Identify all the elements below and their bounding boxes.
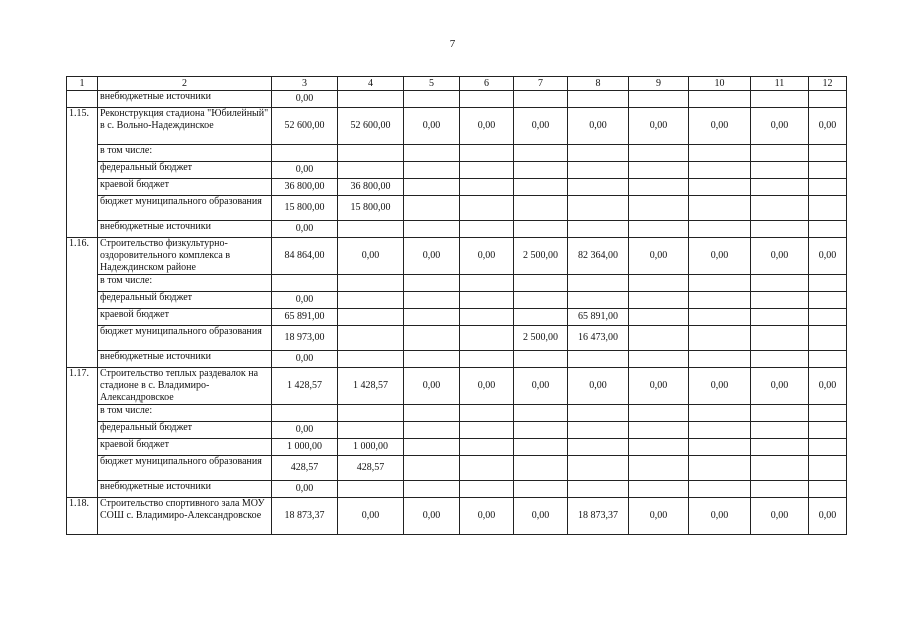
amount-cell: [404, 422, 460, 439]
amount-cell: [404, 221, 460, 238]
amount-cell: [751, 326, 809, 351]
table-row-funding-source: [67, 179, 847, 196]
amount-cell: 0,00: [460, 238, 514, 275]
amount-cell: [751, 351, 809, 368]
amount-cell: 82 364,00: [568, 238, 629, 275]
amount-cell: 1 428,57: [272, 368, 338, 405]
funding-source-name: внебюджетные источники: [98, 351, 272, 368]
amount-cell: 0,00: [272, 422, 338, 439]
amount-cell: [629, 275, 689, 292]
amount-cell: [568, 439, 629, 456]
amount-cell: 65 891,00: [568, 309, 629, 326]
amount-cell: [629, 309, 689, 326]
funding-source-name: в том числе:: [98, 275, 272, 292]
amount-cell: [568, 275, 629, 292]
amount-cell: [460, 439, 514, 456]
amount-cell: [460, 145, 514, 162]
column-header: 7: [514, 77, 568, 91]
amount-cell: [272, 405, 338, 422]
amount-cell: [460, 179, 514, 196]
column-header: 1: [67, 77, 98, 91]
amount-cell: [568, 292, 629, 309]
column-header: 6: [460, 77, 514, 91]
funding-source-name: краевой бюджет: [98, 439, 272, 456]
amount-cell: 1 000,00: [338, 439, 404, 456]
amount-cell: [404, 326, 460, 351]
amount-cell: 0,00: [689, 498, 751, 535]
amount-cell: [338, 275, 404, 292]
table-row-program-item: [67, 108, 847, 145]
amount-cell: 0,00: [272, 292, 338, 309]
amount-cell: [404, 145, 460, 162]
amount-cell: [460, 326, 514, 351]
table-row-funding-source: [67, 481, 847, 498]
page-number: 7: [449, 38, 456, 50]
amount-cell: 0,00: [629, 368, 689, 405]
amount-cell: [338, 422, 404, 439]
amount-cell: [689, 481, 751, 498]
amount-cell: [689, 196, 751, 221]
amount-cell: [460, 481, 514, 498]
amount-cell: [689, 456, 751, 481]
amount-cell: 18 973,00: [272, 326, 338, 351]
amount-cell: [338, 481, 404, 498]
amount-cell: [514, 456, 568, 481]
amount-cell: [751, 275, 809, 292]
amount-cell: [629, 91, 689, 108]
column-header: 4: [338, 77, 404, 91]
amount-cell: [809, 275, 847, 292]
amount-cell: [514, 162, 568, 179]
amount-cell: 84 864,00: [272, 238, 338, 275]
column-header-row: [67, 77, 847, 91]
amount-cell: [809, 221, 847, 238]
amount-cell: [404, 91, 460, 108]
amount-cell: [404, 162, 460, 179]
amount-cell: [514, 422, 568, 439]
amount-cell: [689, 351, 751, 368]
amount-cell: 428,57: [338, 456, 404, 481]
table-row-funding-source: [67, 162, 847, 179]
amount-cell: 36 800,00: [272, 179, 338, 196]
table-row-funding-source: [67, 405, 847, 422]
table-row-funding-source: [67, 292, 847, 309]
amount-cell: [338, 162, 404, 179]
amount-cell: [629, 162, 689, 179]
amount-cell: [514, 405, 568, 422]
amount-cell: 0,00: [404, 498, 460, 535]
amount-cell: [629, 326, 689, 351]
amount-cell: [514, 309, 568, 326]
table-row-funding-source: [67, 351, 847, 368]
amount-cell: [514, 196, 568, 221]
amount-cell: [568, 481, 629, 498]
amount-cell: [460, 275, 514, 292]
funding-source-name: федеральный бюджет: [98, 162, 272, 179]
amount-cell: [629, 351, 689, 368]
amount-cell: 0,00: [514, 368, 568, 405]
amount-cell: [751, 179, 809, 196]
funding-source-name: бюджет муниципального образования: [98, 456, 272, 481]
amount-cell: 0,00: [689, 238, 751, 275]
amount-cell: [568, 162, 629, 179]
amount-cell: [568, 196, 629, 221]
item-number: 1.15.: [67, 108, 98, 238]
table-row-funding-source: [67, 196, 847, 221]
amount-cell: [689, 162, 751, 179]
amount-cell: [689, 145, 751, 162]
table-row-funding-source: [67, 145, 847, 162]
amount-cell: [629, 292, 689, 309]
amount-cell: [751, 292, 809, 309]
amount-cell: [568, 221, 629, 238]
item-number: 1.17.: [67, 368, 98, 498]
amount-cell: 15 800,00: [338, 196, 404, 221]
amount-cell: [338, 351, 404, 368]
amount-cell: 0,00: [809, 498, 847, 535]
amount-cell: 0,00: [404, 238, 460, 275]
item-number: 1.18.: [67, 498, 98, 535]
amount-cell: [460, 456, 514, 481]
amount-cell: 0,00: [338, 238, 404, 275]
amount-cell: [514, 145, 568, 162]
amount-cell: [689, 422, 751, 439]
amount-cell: [404, 351, 460, 368]
amount-cell: 1 000,00: [272, 439, 338, 456]
amount-cell: [460, 196, 514, 221]
amount-cell: [514, 179, 568, 196]
amount-cell: 0,00: [568, 368, 629, 405]
item-name: Строительство физкультурно-оздоровительного комплекса в Надеждинском районе: [98, 238, 272, 275]
amount-cell: [460, 91, 514, 108]
budget-table: [66, 76, 847, 535]
funding-source-name: краевой бюджет: [98, 179, 272, 196]
table-row-program-item: [67, 498, 847, 535]
amount-cell: [689, 439, 751, 456]
table-body: [67, 91, 847, 535]
amount-cell: [629, 456, 689, 481]
column-header: 11: [751, 77, 809, 91]
amount-cell: [338, 309, 404, 326]
amount-cell: 0,00: [689, 368, 751, 405]
table-row-funding-source: [67, 221, 847, 238]
amount-cell: [689, 405, 751, 422]
amount-cell: [751, 196, 809, 221]
amount-cell: [809, 351, 847, 368]
funding-source-name: внебюджетные источники: [98, 481, 272, 498]
amount-cell: 0,00: [751, 498, 809, 535]
amount-cell: [629, 405, 689, 422]
amount-cell: 36 800,00: [338, 179, 404, 196]
amount-cell: [689, 179, 751, 196]
amount-cell: [568, 456, 629, 481]
amount-cell: [514, 221, 568, 238]
amount-cell: [809, 145, 847, 162]
amount-cell: [809, 326, 847, 351]
amount-cell: [751, 481, 809, 498]
amount-cell: [568, 179, 629, 196]
amount-cell: [460, 405, 514, 422]
column-header: 3: [272, 77, 338, 91]
amount-cell: [629, 439, 689, 456]
amount-cell: [338, 145, 404, 162]
column-header: 8: [568, 77, 629, 91]
amount-cell: 0,00: [629, 238, 689, 275]
table-row-funding-source: [67, 309, 847, 326]
amount-cell: [460, 162, 514, 179]
funding-source-name: федеральный бюджет: [98, 422, 272, 439]
amount-cell: [629, 179, 689, 196]
amount-cell: 0,00: [272, 162, 338, 179]
amount-cell: [338, 221, 404, 238]
amount-cell: 0,00: [272, 351, 338, 368]
amount-cell: [629, 422, 689, 439]
amount-cell: [629, 481, 689, 498]
amount-cell: 65 891,00: [272, 309, 338, 326]
amount-cell: [751, 91, 809, 108]
amount-cell: [460, 292, 514, 309]
amount-cell: 2 500,00: [514, 238, 568, 275]
funding-source-name: федеральный бюджет: [98, 292, 272, 309]
table-row-funding-source: [67, 456, 847, 481]
amount-cell: 0,00: [751, 238, 809, 275]
amount-cell: 0,00: [809, 108, 847, 145]
amount-cell: [404, 292, 460, 309]
amount-cell: [751, 145, 809, 162]
amount-cell: [338, 91, 404, 108]
amount-cell: [629, 221, 689, 238]
amount-cell: [689, 309, 751, 326]
amount-cell: 52 600,00: [272, 108, 338, 145]
amount-cell: [338, 292, 404, 309]
amount-cell: 0,00: [629, 498, 689, 535]
amount-cell: 0,00: [514, 108, 568, 145]
amount-cell: [404, 439, 460, 456]
funding-source-name: краевой бюджет: [98, 309, 272, 326]
amount-cell: [751, 439, 809, 456]
amount-cell: [404, 481, 460, 498]
amount-cell: [404, 309, 460, 326]
amount-cell: [629, 196, 689, 221]
amount-cell: [404, 456, 460, 481]
amount-cell: 0,00: [460, 368, 514, 405]
amount-cell: [751, 162, 809, 179]
amount-cell: [338, 405, 404, 422]
table-row-program-item: [67, 368, 847, 405]
amount-cell: [338, 326, 404, 351]
column-header: 10: [689, 77, 751, 91]
item-name: Реконструкция стадиона "Юбилейный" в с. Вольно-Надеждинское: [98, 108, 272, 145]
column-header: 5: [404, 77, 460, 91]
amount-cell: [568, 91, 629, 108]
amount-cell: [514, 481, 568, 498]
funding-source-name: в том числе:: [98, 405, 272, 422]
column-header: 2: [98, 77, 272, 91]
amount-cell: [689, 91, 751, 108]
amount-cell: [809, 481, 847, 498]
amount-cell: [514, 292, 568, 309]
amount-cell: [514, 439, 568, 456]
amount-cell: [460, 422, 514, 439]
amount-cell: [751, 221, 809, 238]
amount-cell: [809, 422, 847, 439]
amount-cell: [514, 91, 568, 108]
funding-source-name: внебюджетные источники: [98, 91, 272, 108]
amount-cell: [751, 456, 809, 481]
amount-cell: 18 873,37: [272, 498, 338, 535]
amount-cell: [460, 221, 514, 238]
amount-cell: [272, 145, 338, 162]
amount-cell: 0,00: [338, 498, 404, 535]
amount-cell: 0,00: [629, 108, 689, 145]
amount-cell: [460, 351, 514, 368]
amount-cell: [809, 91, 847, 108]
amount-cell: 0,00: [404, 108, 460, 145]
amount-cell: [809, 292, 847, 309]
amount-cell: [514, 351, 568, 368]
amount-cell: 16 473,00: [568, 326, 629, 351]
amount-cell: 0,00: [751, 108, 809, 145]
amount-cell: 0,00: [809, 368, 847, 405]
amount-cell: [689, 326, 751, 351]
amount-cell: 18 873,37: [568, 498, 629, 535]
amount-cell: [629, 145, 689, 162]
amount-cell: 0,00: [460, 498, 514, 535]
table-row-funding-source: [67, 275, 847, 292]
amount-cell: 0,00: [689, 108, 751, 145]
amount-cell: 428,57: [272, 456, 338, 481]
funding-source-name: бюджет муниципального образования: [98, 196, 272, 221]
amount-cell: 0,00: [272, 481, 338, 498]
table-row-funding-source: [67, 326, 847, 351]
column-header: 9: [629, 77, 689, 91]
amount-cell: [751, 405, 809, 422]
amount-cell: [809, 439, 847, 456]
amount-cell: [404, 405, 460, 422]
amount-cell: [404, 275, 460, 292]
amount-cell: 0,00: [514, 498, 568, 535]
item-name: Строительство теплых раздевалок на стадионе в с. Владимиро-Александровское: [98, 368, 272, 405]
table-row-program-item: [67, 238, 847, 275]
amount-cell: 0,00: [460, 108, 514, 145]
amount-cell: [809, 405, 847, 422]
amount-cell: [568, 422, 629, 439]
amount-cell: [809, 309, 847, 326]
table-row-funding-source: [67, 439, 847, 456]
funding-source-name: внебюджетные источники: [98, 221, 272, 238]
amount-cell: [568, 145, 629, 162]
amount-cell: [809, 456, 847, 481]
amount-cell: [689, 275, 751, 292]
amount-cell: 0,00: [272, 91, 338, 108]
amount-cell: 52 600,00: [338, 108, 404, 145]
amount-cell: [809, 179, 847, 196]
amount-cell: [689, 292, 751, 309]
amount-cell: [460, 309, 514, 326]
amount-cell: [689, 221, 751, 238]
item-number: [67, 91, 98, 108]
amount-cell: [568, 405, 629, 422]
amount-cell: 0,00: [809, 238, 847, 275]
amount-cell: [514, 275, 568, 292]
amount-cell: [809, 196, 847, 221]
amount-cell: [404, 196, 460, 221]
table-row-funding-source: [67, 91, 847, 108]
amount-cell: 0,00: [272, 221, 338, 238]
amount-cell: [404, 179, 460, 196]
amount-cell: 15 800,00: [272, 196, 338, 221]
amount-cell: 0,00: [568, 108, 629, 145]
amount-cell: [751, 309, 809, 326]
item-name: Строительство спортивного зала МОУ СОШ с. Владимиро-Александровское: [98, 498, 272, 535]
amount-cell: 2 500,00: [514, 326, 568, 351]
amount-cell: 0,00: [404, 368, 460, 405]
amount-cell: 0,00: [751, 368, 809, 405]
table-row-funding-source: [67, 422, 847, 439]
amount-cell: [272, 275, 338, 292]
amount-cell: [568, 351, 629, 368]
funding-source-name: в том числе:: [98, 145, 272, 162]
column-header: 12: [809, 77, 847, 91]
funding-source-name: бюджет муниципального образования: [98, 326, 272, 351]
amount-cell: 1 428,57: [338, 368, 404, 405]
amount-cell: [751, 422, 809, 439]
amount-cell: [809, 162, 847, 179]
item-number: 1.16.: [67, 238, 98, 368]
